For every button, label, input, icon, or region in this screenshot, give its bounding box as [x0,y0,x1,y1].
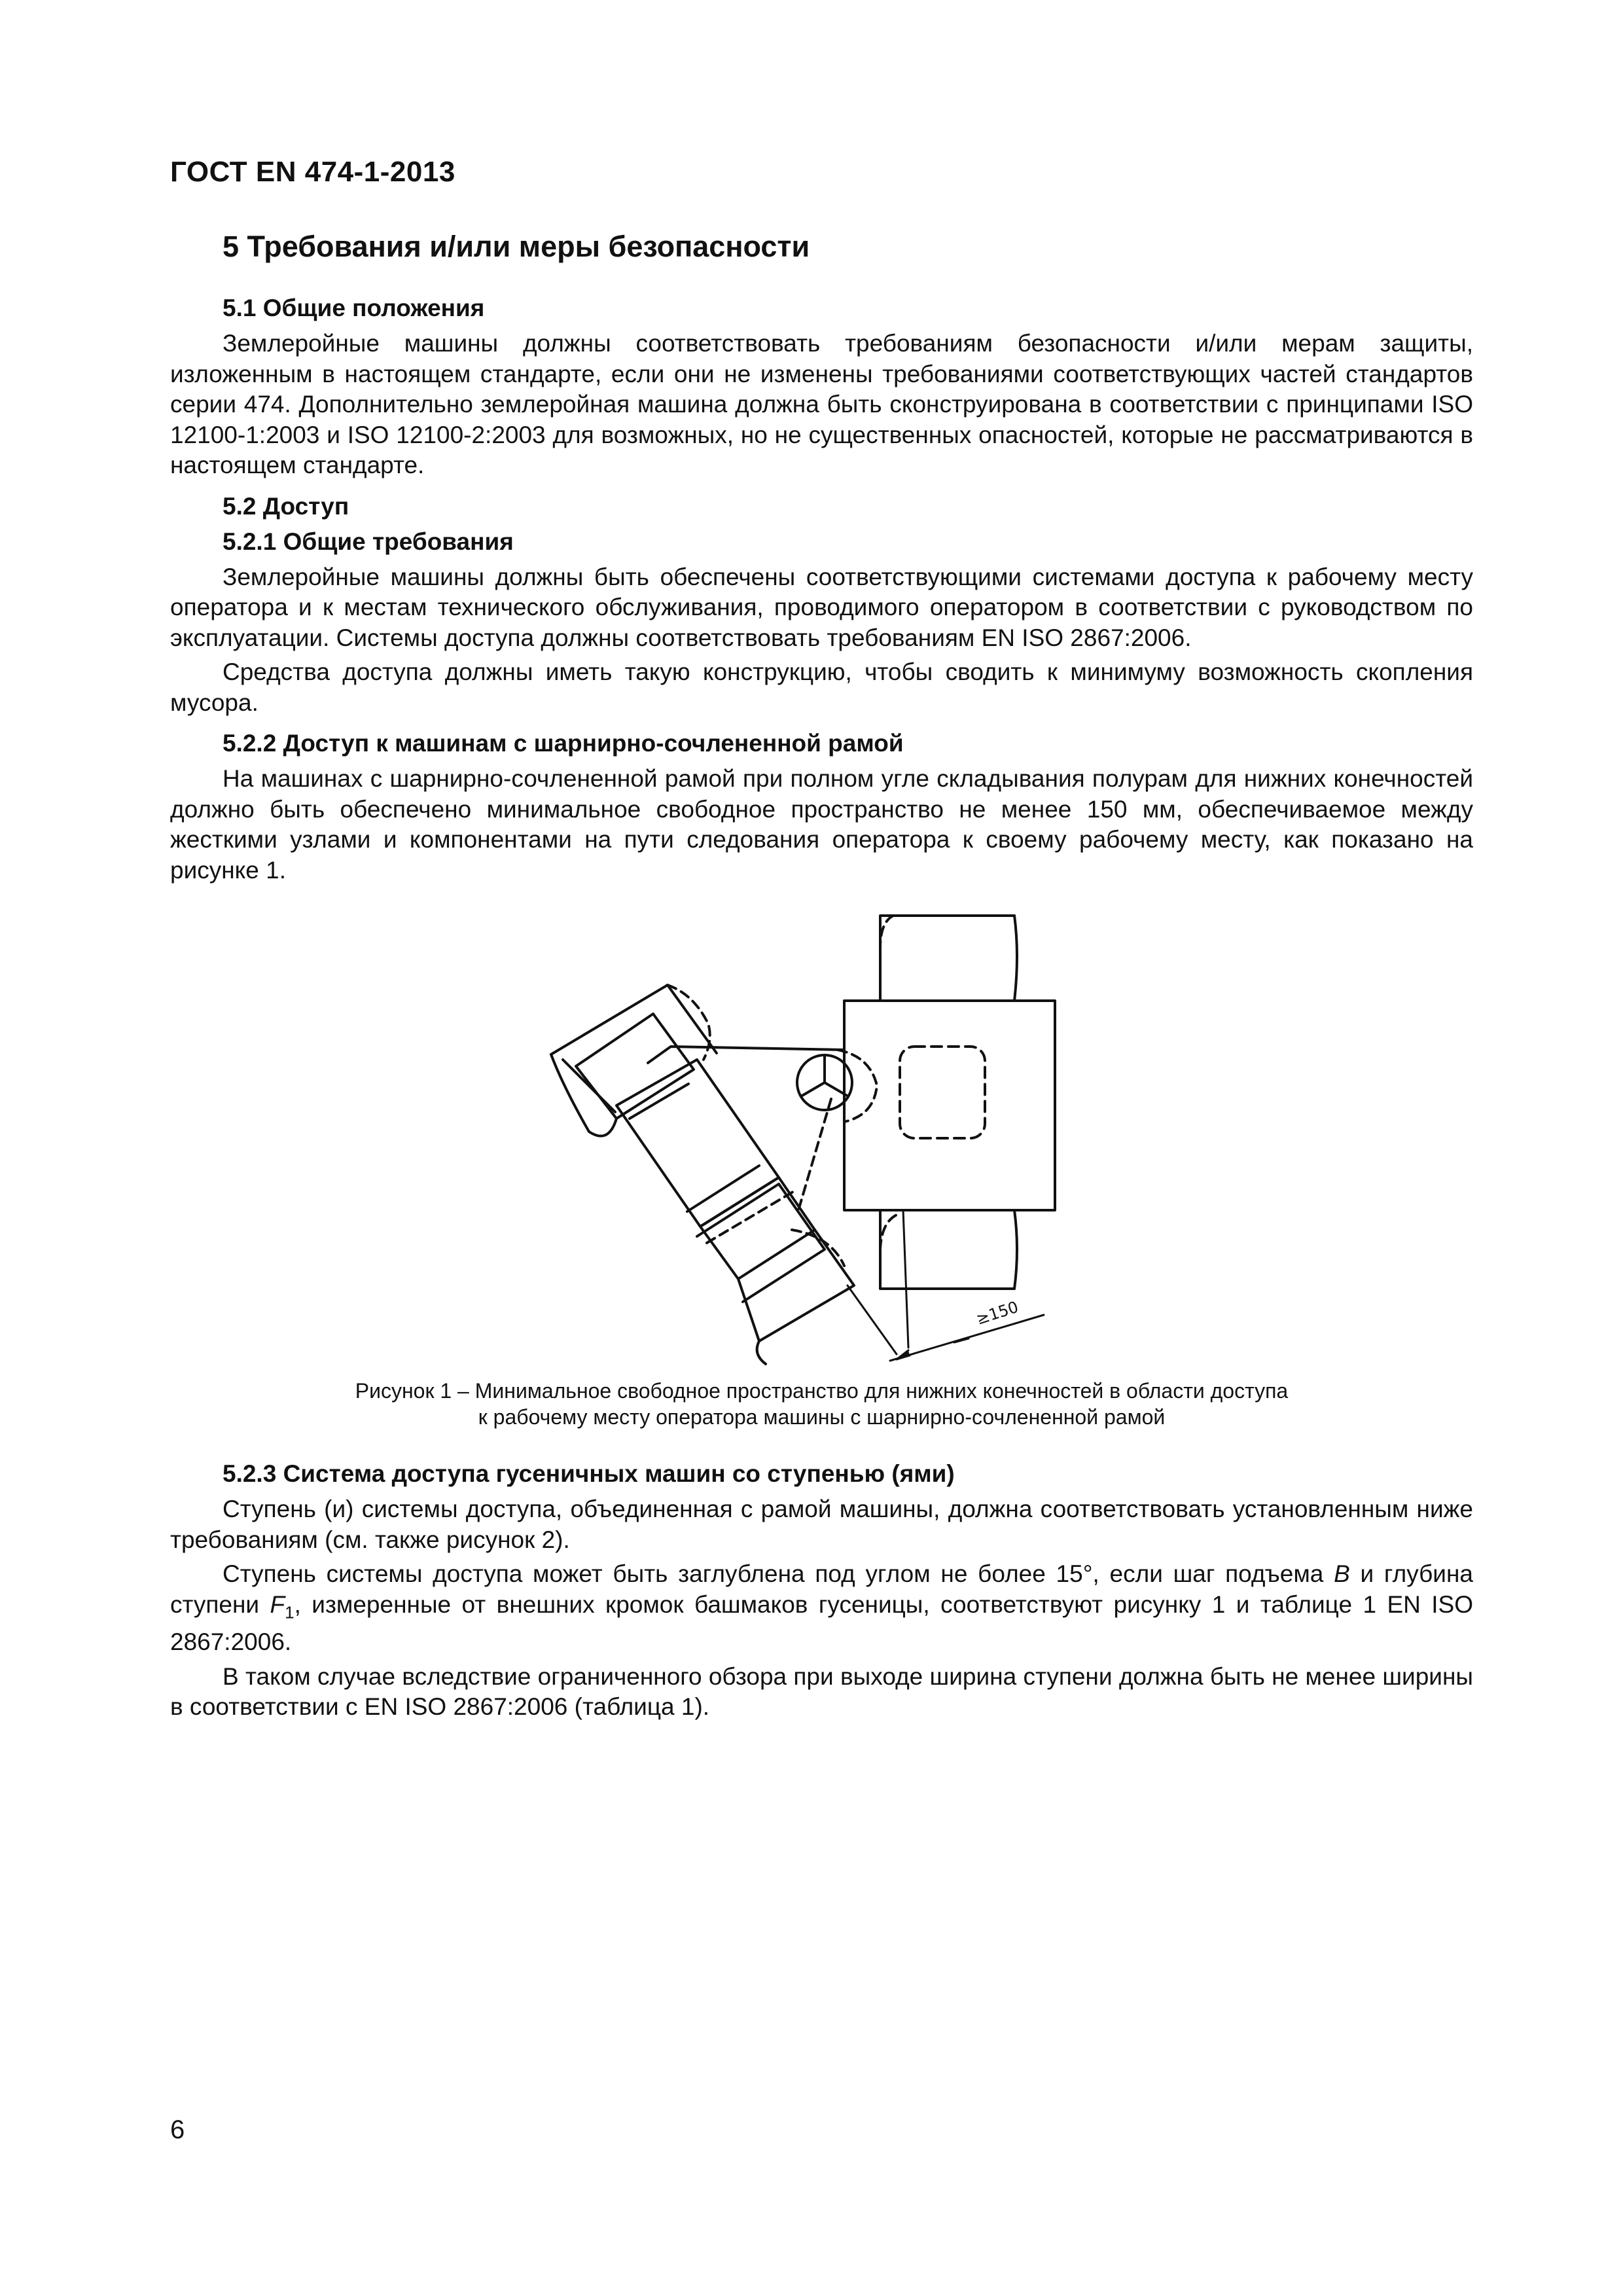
rear-wheel-top [880,916,1014,1001]
section-5-1-title: 5.1 Общие положения [223,295,485,321]
rear-wheel-bottom [880,1210,1014,1289]
section-5-2-3-paragraph-2: Ступень системы доступа может быть заглублена под углом не более 15°, если шаг подъема B и глубина ступени $F_1$, измеренные от внешних кромок башмаков гусеницы, соответствуют рисунку 1 и таблице 1 EN ISO 2867:2006. [170,1560,1474,1656]
front-frame-body [616,1060,779,1227]
figure-1 [170,896,1473,1367]
symbol-f: F [270,1590,285,1618]
section-5-2-title: 5.2 Доступ [223,492,349,520]
dimension-line [890,1315,1044,1361]
front-upper-wheel-tread [551,1054,616,1136]
rear-frame-body [844,1001,1055,1210]
articulated-frame-drawing [170,896,1473,1367]
section-5-2-1-paragraph-2: Средства доступа должны иметь такую конструкцию, чтобы сводить к минимуму возможность скопления мусора. [170,658,1473,716]
front-lower-wheel-outer [738,1230,854,1341]
section-5-title: 5 Требования и/или меры безопасности [223,230,810,263]
dimension-label: ≥150 [974,1297,1021,1329]
page-content [170,225,1473,1733]
rear-wheel-top-edge [1014,916,1017,1001]
section-5-2-3-paragraph-3: В таком случае вследствие ограниченного обзора при выходе ширина ступени должна быть не менее ширины в соответствии с EN ISO 2867:2006 (таблица 1). [170,1662,1473,1721]
dimension-extension-line-1 [903,1210,908,1348]
rear-dashed-box [900,1047,985,1138]
section-5-2-2-title: 5.2.2 Доступ к машинам с шарнирно-сочлененной рамой [223,730,904,757]
figure-1-caption-line-2: к рабочему месту оператора машины с шарнирно-сочлененной рамой [478,1405,1166,1429]
section-5-2-3-title: 5.2.3 Система доступа гусеничных машин со ступенью (ями) [223,1460,955,1487]
rear-wheel-bottom-edge [1014,1210,1017,1289]
symbol-b: B [1334,1560,1350,1587]
figure-1-caption [170,1378,1473,1430]
document-id: ГОСТ EN 474-1-2013 [170,156,455,188]
front-upper-wheel-outer [551,985,717,1054]
symbol-f-subscript: 1 [285,1602,294,1622]
section-5-2-1-title: 5.2.1 Общие требования [223,528,514,555]
section-5-2-2-paragraph: На машинах с шарнирно-сочлененной рамой при полном угле складывания полурам для нижних конечностей должно быть обеспечено минимальное свободное пространство не менее 150 мм, обеспечиваемое между жесткими узлами и компонентами на пути следования оператора к своему рабочему месту, как показано на рисунке 1. [170,765,1473,884]
figure-1-caption-line-1: Рисунок 1 – Минимальное свободное пространство для нижних конечностей в области доступа [355,1379,1289,1403]
section-5-2-1-paragraph-1: Землеройные машины должны быть обеспечены соответствующими системами доступа к рабочему месту оператора и к местам технического обслуживания, проводимого оператором в соответствии с руководством по эксплуатации. Системы доступа должны соответствовать требованиям EN ISO 2867:2006. [170,563,1473,651]
section-5-2-3-paragraph-1: Ступень (и) системы доступа, объединенная с рамой машины, должна соответствовать установленным ниже требованиям (см. также рисунок 2). [170,1496,1473,1553]
page-number: 6 [170,2115,185,2144]
dimension-extension-line-2 [847,1285,897,1354]
section-5-1-paragraph: Землеройные машины должны соответствовать требованиям безопасности и/или мерам защиты, изложенным в настоящем стандарте, если они не изменены требованиями соответствующих частей стандартов серии 474. Дополнительно землеройная машина должна быть сконструирована в соответствии с принципами ISO 12100-1:2003 и ISO 12100-2:2003 для возможных, но не существенных опасностей, которые не рассматриваются в настоящем стандарте. [170,330,1473,478]
